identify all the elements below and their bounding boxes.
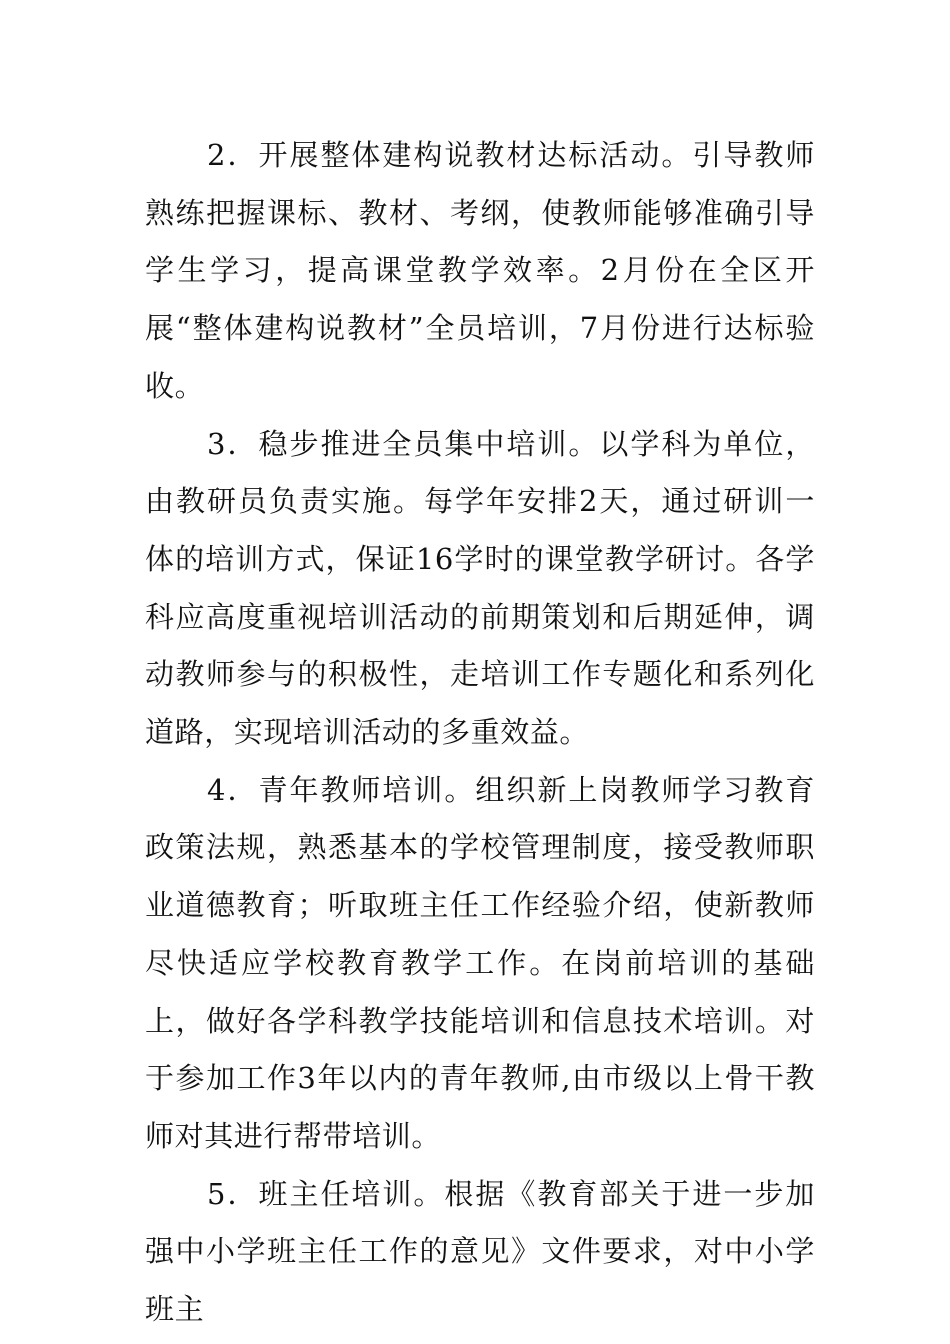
paragraph-item-2: 2．开展整体建构说教材达标活动。引导教师熟练把握课标、教材、考纲，使教师能够准确引导学生学习，提高课堂教学效率。2月份在全区开展“整体建构说教材”全员培训，7月份进行达标验收。	[145, 138, 815, 403]
document-body	[145, 127, 815, 1339]
paragraph-item-4: 4．青年教师培训。组织新上岗教师学习教育政策法规，熟悉基本的学校管理制度，接受教师职业道德教育；听取班主任工作经验介绍，使新教师尽快适应学校教育教学工作。在岗前培训的基础上，做好各学科教学技能培训和信息技术培训。对于参加工作3年以内的青年教师,由市级以上骨干教师对其进行帮带培训。	[145, 772, 815, 1153]
paragraph-item-5: 5．班主任培训。根据《教育部关于进一步加强中小学班主任工作的意见》文件要求，对中小学班主	[145, 1176, 815, 1327]
paragraph-item-3: 3．稳步推进全员集中培训。以学科为单位，由教研员负责实施。每学年安排2天，通过研训一体的培训方式，保证16学时的课堂教学研讨。各学科应高度重视培训活动的前期策划和后期延伸，调动教师参与的积极性，走培训工作专题化和系列化道路，实现培训活动的多重效益。	[145, 426, 815, 750]
